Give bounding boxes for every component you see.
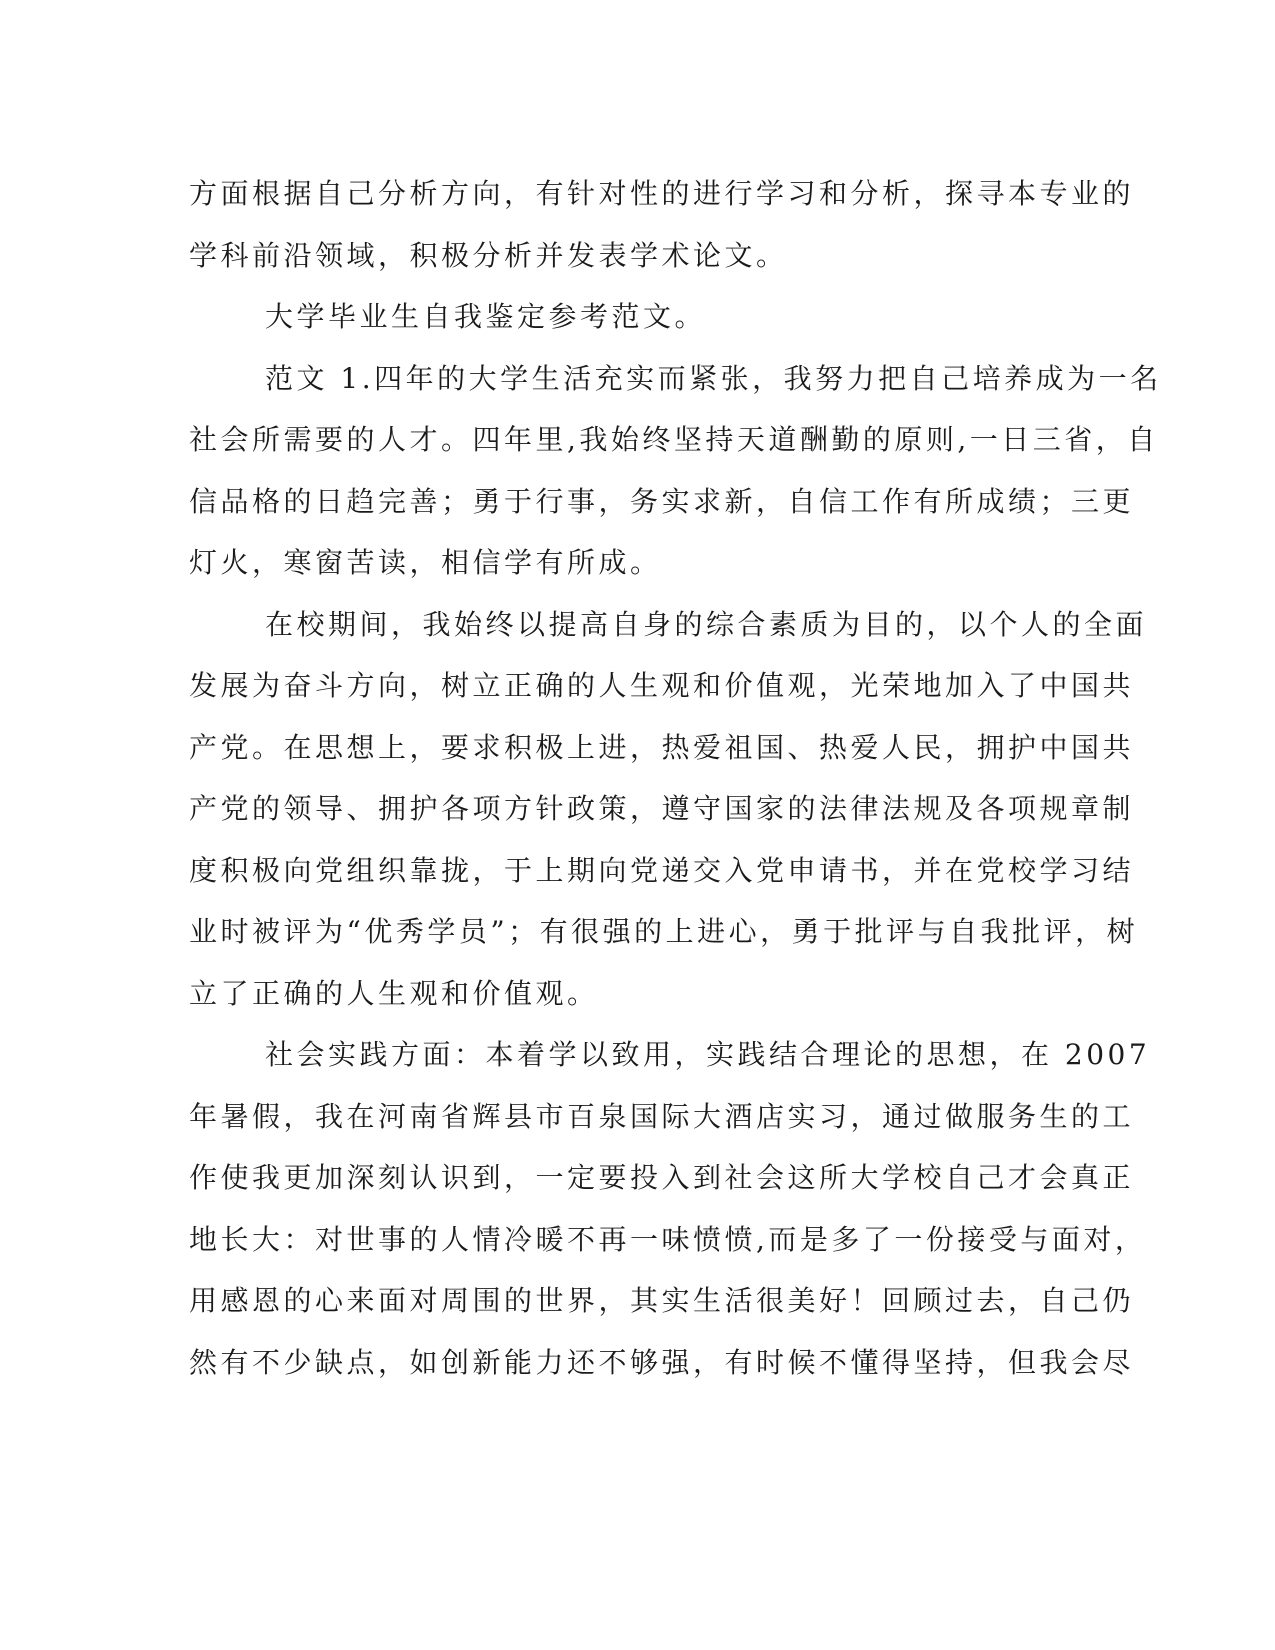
text-line: 作使我更加深刻认识到，一定要投入到社会这所大学校自己才会真正 bbox=[189, 1161, 1135, 1194]
text-line: 然有不少缺点，如创新能力还不够强，有时候不懂得坚持，但我会尽 bbox=[189, 1345, 1135, 1379]
text-line: 度积极向党组织靠拢，于上期向党递交入党申请书，并在党校学习结 bbox=[189, 853, 1135, 887]
document-body bbox=[189, 163, 1162, 1393]
text-line: 地长大：对世事的人情冷暖不再一味愤愤,而是多了一份接受与面对， bbox=[189, 1222, 1147, 1256]
text-line: 方面根据自己分析方向，有针对性的进行学习和分析，探寻本专业的 bbox=[189, 177, 1135, 210]
text-line: 学科前沿领域，积极分析并发表学术论文。 bbox=[189, 238, 788, 272]
text-line: 年暑假，我在河南省辉县市百泉国际大酒店实习，通过做服务生的工 bbox=[189, 1099, 1135, 1133]
paragraph-start: 在校期间，我始终以提高自身的综合素质为目的，以个人的全面 bbox=[265, 607, 1148, 641]
text-line: 产党的领导、拥护各项方针政策，遵守国家的法律法规及各项规章制 bbox=[189, 792, 1135, 825]
text-line: 立了正确的人生观和价值观。 bbox=[189, 976, 599, 1010]
text-line: 产党。在思想上，要求积极上进，热爱祖国、热爱人民，拥护中国共 bbox=[189, 730, 1135, 764]
paragraph-start: 社会实践方面：本着学以致用，实践结合理论的思想，在 2007 bbox=[265, 1038, 1151, 1071]
text-line: 业时被评为“优秀学员”；有很强的上进心，勇于批评与自我批评，树 bbox=[189, 915, 1139, 948]
text-line: 社会所需要的人才。四年里,我始终坚持天道酬勤的原则,一日三省，自 bbox=[189, 423, 1159, 456]
text-line: 信品格的日趋完善；勇于行事，务实求新，自信工作有所成绩；三更 bbox=[189, 484, 1135, 518]
section-heading: 大学毕业生自我鉴定参考范文。 bbox=[265, 300, 707, 333]
text-line: 用感恩的心来面对周围的世界，其实生活很美好！回顾过去，自己仍 bbox=[189, 1284, 1135, 1317]
text-line: 灯火，寒窗苦读，相信学有所成。 bbox=[189, 546, 662, 579]
text-line: 发展为奋斗方向，树立正确的人生观和价值观，光荣地加入了中国共 bbox=[189, 669, 1135, 702]
paragraph-start: 范文 1.四年的大学生活充实而紧张，我努力把自己培养成为一名 bbox=[265, 361, 1162, 395]
